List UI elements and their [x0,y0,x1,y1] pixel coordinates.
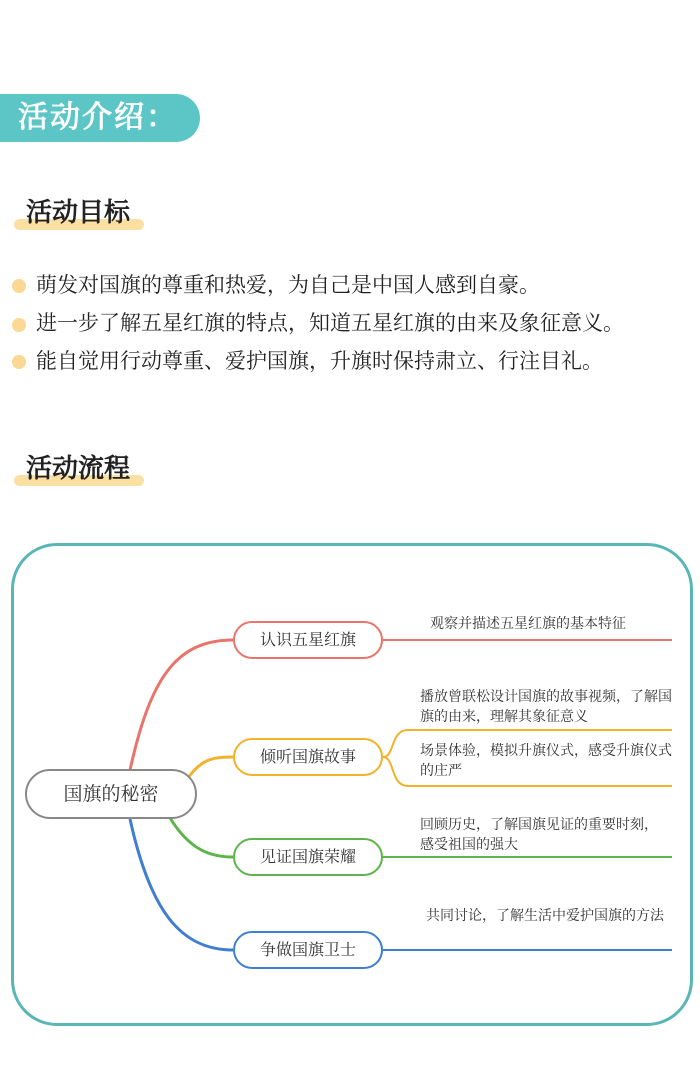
connector-branch-2 [185,757,233,782]
intro-badge: 活动介绍： [0,94,200,142]
goal-text: 萌发对国旗的尊重和热爱，为自己是中国人感到自豪。 [36,273,540,297]
branch-listen-story: 倾听国旗故事 [233,738,383,776]
connector-branch-3 [170,818,233,857]
connector-branch-4 [130,819,233,950]
branch-recognize-flag: 认识五星红旗 [233,621,383,659]
leaf-text: 回顾历史，了解国旗见证的重要时刻，感受祖国的强大 [420,817,658,853]
leaf-text: 观察并描述五星红旗的基本特征 [430,616,626,632]
goals-heading: 活动目标 [14,196,144,230]
goal-text: 进一步了解五星红旗的特点，知道五星红旗的由来及象征意义。 [36,311,624,335]
mindmap-root: 国旗的秘密 [25,769,197,819]
branch-witness-glory: 见证国旗荣耀 [233,838,383,876]
leaf-text: 播放曾联松设计国旗的故事视频，了解国旗的由来，理解其象征意义 [420,689,672,725]
branch-flag-guardian: 争做国旗卫士 [233,931,383,969]
leaf-text: 共同讨论，了解生活中爱护国旗的方法 [426,908,664,924]
process-heading: 活动流程 [14,452,144,486]
leaf-text: 场景体验，模拟升旗仪式，感受升旗仪式的庄严 [420,743,672,779]
goal-text: 能自觉用行动尊重、爱护国旗，升旗时保持肃立、行注目礼。 [36,349,603,373]
connector-branch-1 [130,640,233,770]
